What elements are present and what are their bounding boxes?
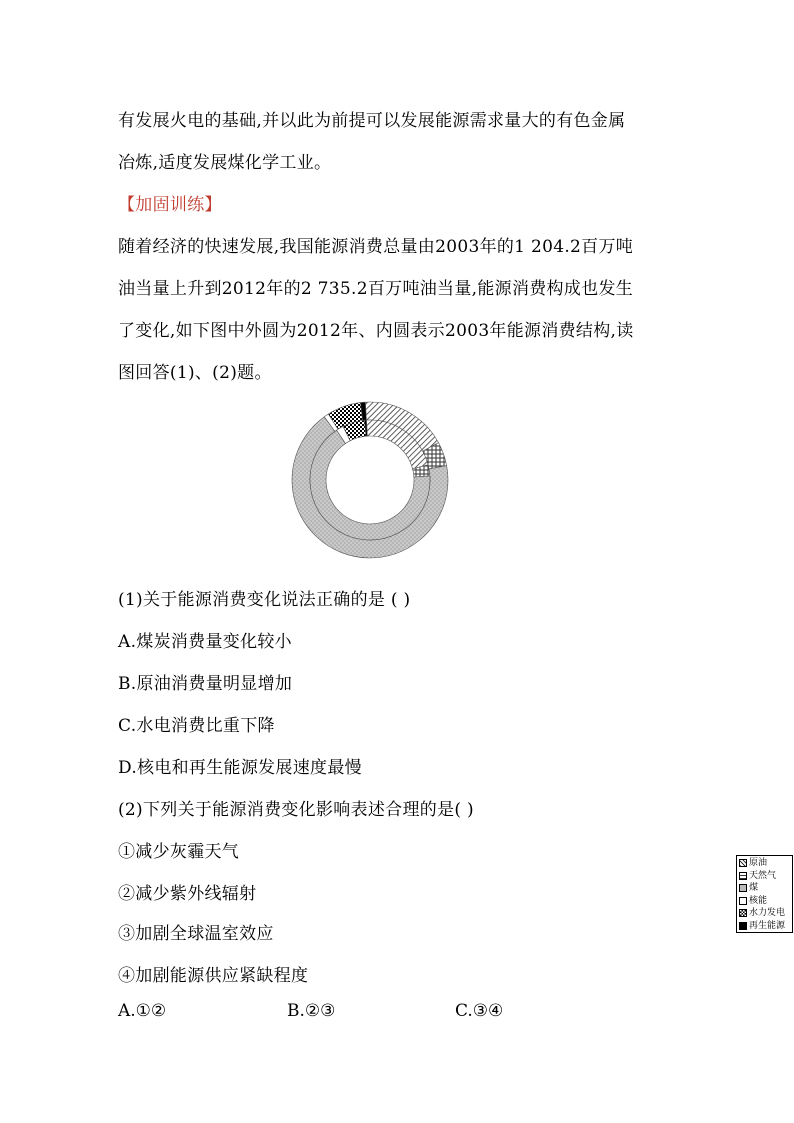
intro-line-1: 有发展火电的基础,并以此为前提可以发展能源需求量大的有色金属: [118, 111, 626, 131]
legend-label: 原油: [749, 858, 768, 868]
legend-item-nuclear: [739, 895, 792, 908]
legend-label: 核能: [749, 895, 768, 906]
q1-option-a: A.煤炭消费量变化较小: [118, 632, 292, 652]
section-tag: 【加固训练】: [118, 195, 222, 215]
renewable-swatch-icon: [739, 922, 747, 930]
hydro-swatch-icon: [739, 909, 747, 917]
q2-item-4: ④加剧能源供应紧缺程度: [118, 966, 309, 986]
legend-label: 水力发电: [749, 908, 786, 918]
donut-svg: [290, 400, 450, 560]
legend-label: 煤: [749, 883, 759, 893]
q1-stem: (1)关于能源消费变化说法正确的是 ( ): [118, 590, 411, 610]
oil-swatch-icon: [739, 859, 747, 867]
legend-item-coal: [739, 882, 792, 895]
legend-label: 天然气: [749, 870, 777, 881]
q1-option-b: B.原油消费量明显增加: [118, 674, 293, 694]
q2-item-1: ①减少灰霾天气: [118, 842, 240, 862]
intro-line-2: 冶炼,适度发展煤化学工业。: [118, 153, 332, 173]
q1-option-c: C.水电消费比重下降: [118, 716, 275, 736]
legend-item-oil: [739, 857, 792, 870]
chart-legend: [736, 855, 793, 933]
legend-item-gas: [739, 870, 792, 883]
passage-line-4: 图回答(1)、(2)题。: [118, 363, 272, 383]
q2-option-a: A.①②: [118, 1001, 167, 1021]
q1-option-d: D.核电和再生能源发展速度最慢: [118, 758, 362, 778]
passage-line-3: 了变化,如下图中外圆为2012年、内圆表示2003年能源消费结构,读: [118, 321, 634, 341]
gas-swatch-icon: [739, 872, 747, 880]
q2-item-3: ③加剧全球温室效应: [118, 924, 274, 944]
q2-stem: (2)下列关于能源消费变化影响表述合理的是( ): [118, 800, 474, 820]
legend-label: 再生能源: [749, 920, 786, 931]
legend-item-hydro: [739, 907, 792, 920]
coal-swatch-icon: [739, 884, 747, 892]
passage-line-1: 随着经济的快速发展,我国能源消费总量由2003年的1 204.2百万吨: [118, 237, 634, 257]
q2-option-c: C.③④: [455, 1001, 504, 1021]
nuclear-swatch-icon: [739, 897, 747, 905]
q2-item-2: ②减少紫外线辐射: [118, 884, 257, 904]
legend-item-renewable: [739, 920, 792, 933]
passage-line-2: 油当量上升到2012年的2 735.2百万吨油当量,能源消费构成也发生: [118, 279, 634, 299]
q2-option-b: B.②③: [287, 1001, 336, 1021]
